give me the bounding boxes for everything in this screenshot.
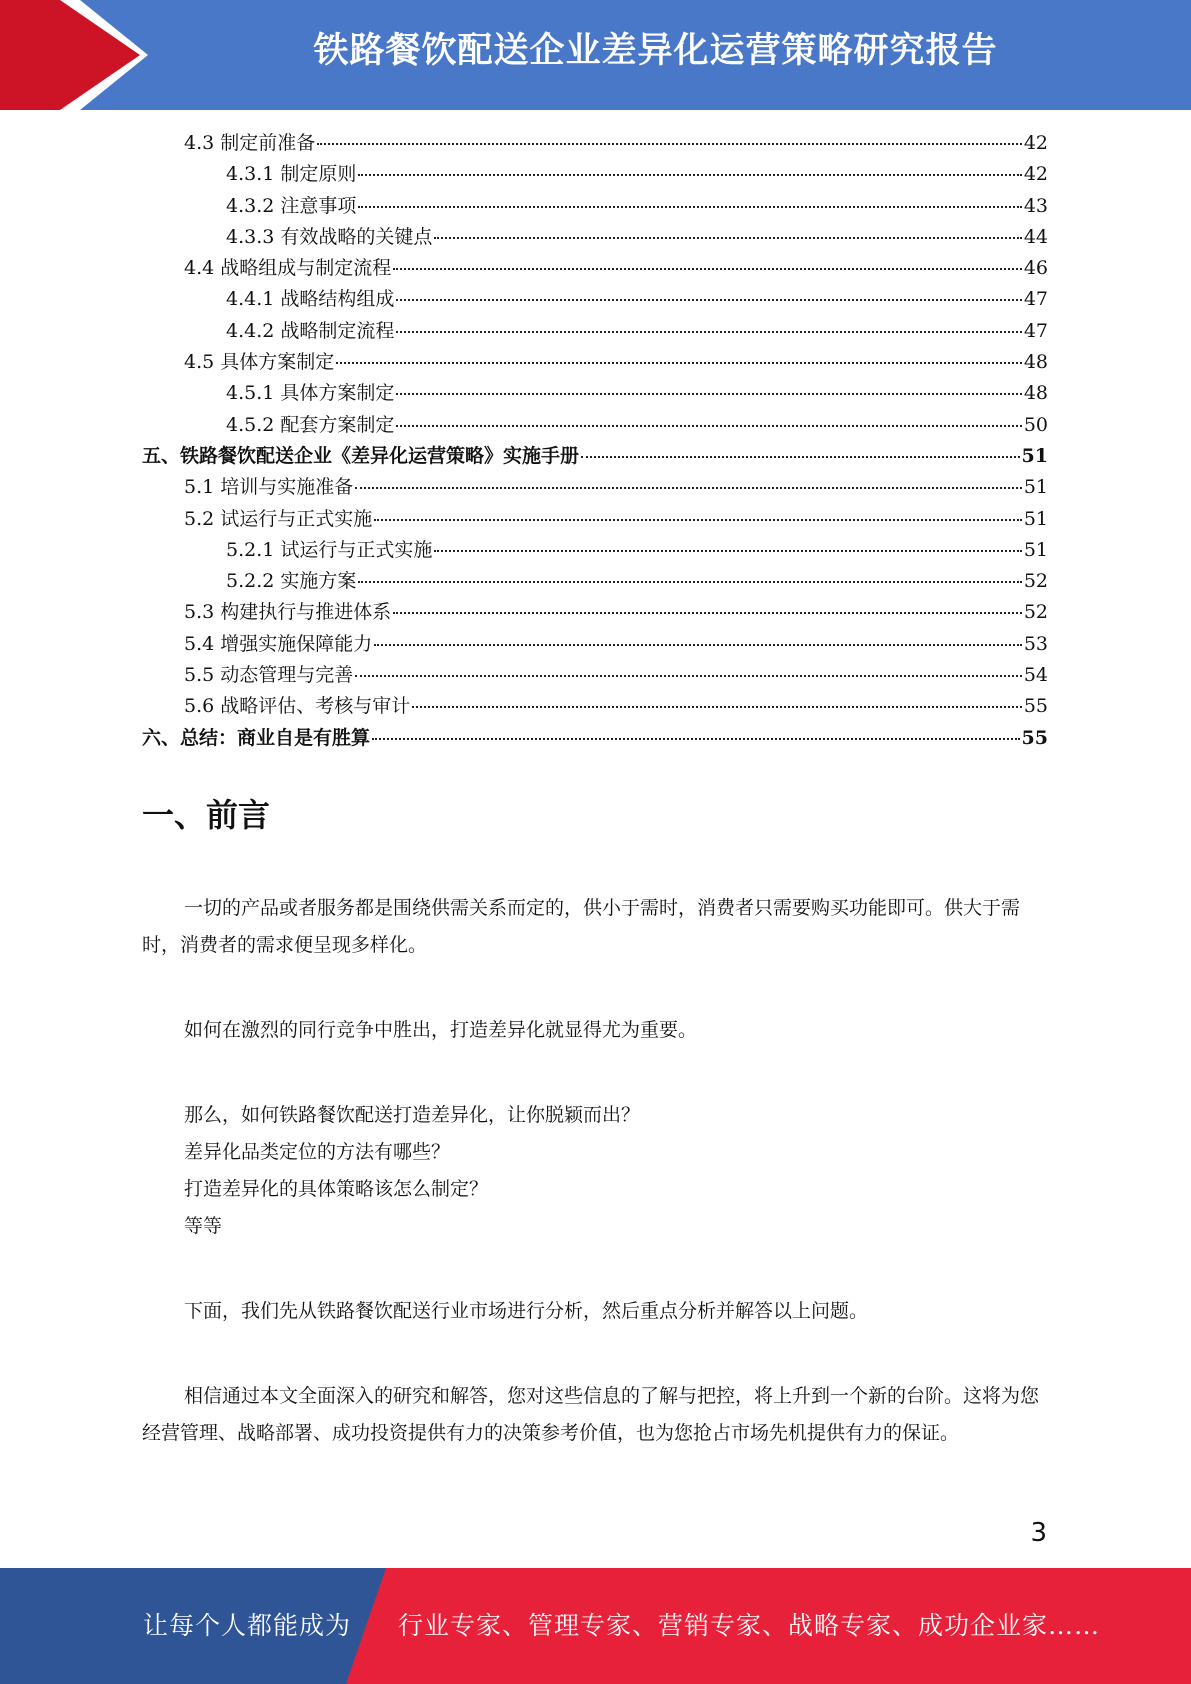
- toc-entry-title: 5.5 动态管理与完善: [184, 664, 354, 687]
- toc-entry-title: 5.3 构建执行与推进体系: [184, 601, 392, 624]
- toc-entry-title: 4.4 战略组成与制定流程: [184, 257, 392, 280]
- toc-entry-page: 47: [1023, 319, 1048, 342]
- toc-entry[interactable]: [142, 535, 1048, 566]
- toc-dot-leader: [372, 737, 1020, 740]
- toc-dot-leader: [355, 486, 1022, 489]
- page-footer: [0, 1568, 1191, 1684]
- footer-slogan-right: 行业专家、管理专家、营销专家、战略专家、成功企业家……: [398, 1611, 1101, 1640]
- toc-entry[interactable]: [142, 660, 1048, 691]
- toc-entry-page: 51: [1023, 476, 1048, 499]
- toc-entry-page: 47: [1023, 288, 1048, 311]
- footer-slogan-left: 让每个人都能成为: [143, 1611, 352, 1640]
- toc-entry-page: 42: [1023, 132, 1048, 154]
- toc-entry[interactable]: [142, 316, 1048, 347]
- toc-entry-page: 51: [1021, 444, 1048, 467]
- toc-entry-page: 52: [1023, 601, 1048, 624]
- toc-entry[interactable]: [142, 566, 1048, 597]
- toc-dot-leader: [393, 267, 1022, 270]
- toc-entry-title: 4.5 具体方案制定: [184, 351, 335, 374]
- toc-dot-leader: [374, 643, 1022, 646]
- section-title: 一、前言: [142, 796, 271, 834]
- toc-entry[interactable]: [142, 410, 1048, 441]
- toc-entry[interactable]: [142, 222, 1048, 253]
- paragraph: 打造差异化的具体策略该怎么制定？: [184, 1178, 489, 1200]
- toc-entry-page: 43: [1023, 194, 1048, 217]
- toc-entry-title: 5.1 培训与实施准备: [184, 476, 354, 499]
- toc-dot-leader: [358, 173, 1021, 176]
- section-body: [142, 890, 1048, 1452]
- header-title: 铁路餐饮配送企业差异化运营策略研究报告: [313, 31, 998, 71]
- toc-entry-title: 4.4.2 战略制定流程: [226, 319, 395, 342]
- toc-dot-leader: [412, 705, 1022, 708]
- paragraph: 等等: [184, 1215, 223, 1237]
- toc-entry-title: 4.5.2 配套方案制定: [226, 413, 395, 436]
- toc-entry[interactable]: [142, 253, 1048, 284]
- toc-entry-page: 51: [1023, 507, 1048, 530]
- toc-entry-page: 55: [1021, 726, 1048, 749]
- page-header: [0, 0, 1191, 110]
- paragraph: 差异化品类定位的方法有哪些？: [184, 1141, 451, 1163]
- toc-dot-leader: [581, 455, 1020, 458]
- toc-entry[interactable]: [142, 723, 1048, 754]
- toc-dot-leader: [396, 392, 1021, 395]
- table-of-contents: [142, 128, 1048, 754]
- toc-entry-page: 51: [1023, 538, 1048, 561]
- toc-entry[interactable]: [142, 472, 1048, 503]
- paragraph: 相信通过本文全面深入的研究和解答，您对这些信息的了解与把控，将上升到一个新的台阶。这将为您经营管理、战略部署、成功投资提供有力的决策参考价值，也为您抢占市场先机提供有力的保证。: [142, 1385, 1040, 1444]
- toc-entry-title: 4.3.2 注意事项: [226, 194, 357, 217]
- toc-dot-leader: [355, 674, 1022, 677]
- toc-entry-title: 4.3.1 制定原则: [226, 163, 357, 186]
- toc-entry[interactable]: [142, 629, 1048, 660]
- toc-dot-leader: [317, 142, 1022, 145]
- toc-entry-page: 52: [1023, 570, 1048, 593]
- toc-entry[interactable]: [142, 347, 1048, 378]
- toc-dot-leader: [393, 611, 1022, 614]
- toc-entry-page: 48: [1023, 351, 1048, 374]
- toc-entry[interactable]: [142, 128, 1048, 159]
- toc-entry-title: 4.3.3 有效战略的关键点: [226, 225, 433, 248]
- toc-entry-page: 54: [1023, 664, 1048, 687]
- toc-entry-title: 5.2 试运行与正式实施: [184, 507, 373, 530]
- toc-entry-title: 4.3 制定前准备: [184, 132, 316, 154]
- paragraph: 一切的产品或者服务都是围绕供需关系而定的，供小于需时，消费者只需要购买功能即可。供大于需时，消费者的需求便呈现多样化。: [142, 897, 1021, 956]
- toc-dot-leader: [396, 298, 1021, 301]
- toc-entry[interactable]: [142, 441, 1048, 472]
- toc-dot-leader: [396, 330, 1021, 333]
- toc-dot-leader: [336, 361, 1022, 364]
- toc-entry-page: 48: [1023, 382, 1048, 405]
- toc-entry[interactable]: [142, 597, 1048, 628]
- toc-entry-title: 六、总结：商业自是有胜算: [142, 726, 371, 749]
- paragraph: 那么，如何铁路餐饮配送打造差异化，让你脱颖而出？: [184, 1104, 641, 1126]
- toc-entry[interactable]: [142, 504, 1048, 535]
- toc-entry-title: 5.2.1 试运行与正式实施: [226, 538, 433, 561]
- paragraph: 如何在激烈的同行竞争中胜出，打造差异化就显得尤为重要。: [184, 1019, 698, 1041]
- toc-entry-page: 53: [1023, 632, 1048, 655]
- toc-entry[interactable]: [142, 691, 1048, 722]
- toc-entry-title: 4.4.1 战略结构组成: [226, 288, 395, 311]
- toc-entry-page: 44: [1023, 225, 1048, 248]
- page-number: 3: [1030, 1518, 1047, 1548]
- toc-entry[interactable]: [142, 191, 1048, 222]
- toc-entry-page: 55: [1023, 695, 1048, 718]
- toc-entry-page: 42: [1023, 163, 1048, 186]
- toc-dot-leader: [434, 549, 1021, 552]
- toc-entry-title: 5.4 增强实施保障能力: [184, 632, 373, 655]
- toc-entry-page: 46: [1023, 257, 1048, 280]
- toc-entry[interactable]: [142, 378, 1048, 409]
- toc-dot-leader: [358, 205, 1021, 208]
- toc-entry-page: 50: [1023, 413, 1048, 436]
- toc-entry-title: 4.5.1 具体方案制定: [226, 382, 395, 405]
- toc-entry[interactable]: [142, 284, 1048, 315]
- toc-dot-leader: [434, 236, 1021, 239]
- toc-entry-title: 五、铁路餐饮配送企业《差异化运营策略》实施手册: [142, 444, 580, 467]
- paragraph: 下面，我们先从铁路餐饮配送行业市场进行分析，然后重点分析并解答以上问题。: [184, 1300, 869, 1322]
- toc-dot-leader: [374, 518, 1022, 521]
- toc-entry[interactable]: [142, 159, 1048, 190]
- toc-entry-title: 5.6 战略评估、考核与审计: [184, 695, 411, 718]
- toc-entry-title: 5.2.2 实施方案: [226, 570, 357, 593]
- toc-dot-leader: [358, 580, 1021, 583]
- toc-dot-leader: [396, 424, 1021, 427]
